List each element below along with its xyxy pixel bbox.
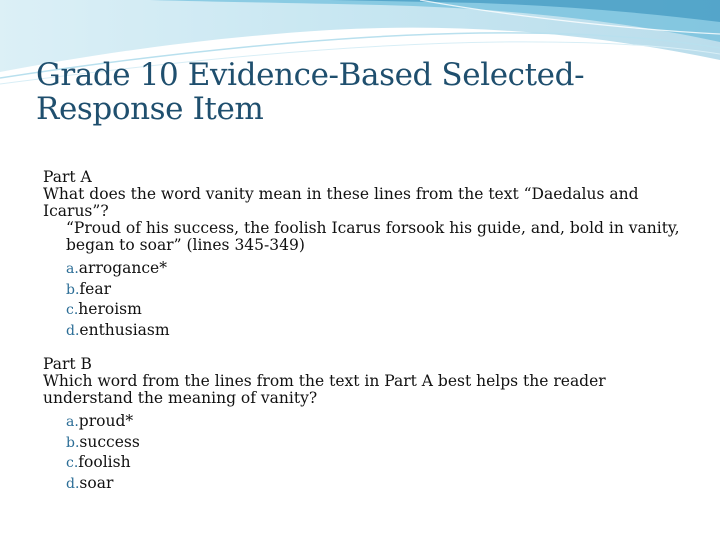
choice-letter: c. bbox=[66, 302, 79, 318]
slide-content bbox=[43, 169, 683, 493]
choice-letter: d. bbox=[66, 322, 80, 339]
part-b-choices bbox=[66, 411, 683, 493]
part-a-choices bbox=[66, 258, 683, 340]
choice-text: foolish bbox=[78, 453, 131, 471]
choice-letter: d. bbox=[66, 475, 80, 492]
part-a-heading: Part A bbox=[43, 168, 92, 186]
choice-letter: a. bbox=[66, 261, 79, 277]
choice-letter: a. bbox=[66, 414, 79, 430]
choice-text: arrogance* bbox=[78, 259, 167, 277]
part-b-heading: Part B bbox=[43, 355, 92, 373]
choice-letter: c. bbox=[66, 455, 79, 471]
choice-text: proud* bbox=[78, 412, 134, 430]
part-a-passage: “Proud of his success, the foolish Icarus forsook his guide, and, bold in vanity, began to soar” (lines 345-349) bbox=[66, 219, 680, 254]
slide-title bbox=[36, 58, 696, 126]
choice-text: fear bbox=[79, 279, 111, 298]
part-a-question: What does the word vanity mean in these lines from the text “Daedalus and Icarus”? bbox=[43, 185, 639, 220]
choice-item bbox=[66, 452, 683, 473]
choice-text: enthusiasm bbox=[79, 320, 170, 339]
part-a-section bbox=[43, 169, 683, 340]
choice-item bbox=[66, 299, 683, 320]
choice-item bbox=[66, 258, 683, 279]
choice-item bbox=[66, 432, 683, 453]
choice-item bbox=[66, 320, 683, 341]
choice-letter: b. bbox=[66, 281, 80, 298]
choice-item bbox=[66, 411, 683, 432]
slide-title-line-1: Grade 10 Evidence-Based Selected- bbox=[36, 57, 585, 93]
choice-text: heroism bbox=[78, 300, 142, 318]
choice-text: soar bbox=[79, 473, 114, 492]
choice-item bbox=[66, 279, 683, 300]
choice-letter: b. bbox=[66, 434, 80, 451]
choice-item bbox=[66, 473, 683, 494]
slide-title-line-2: Response Item bbox=[36, 91, 264, 127]
choice-text: success bbox=[79, 432, 140, 451]
part-b-section bbox=[43, 356, 683, 493]
part-b-question: Which word from the lines from the text in Part A best helps the reader understand the meaning of vanity? bbox=[43, 372, 606, 407]
